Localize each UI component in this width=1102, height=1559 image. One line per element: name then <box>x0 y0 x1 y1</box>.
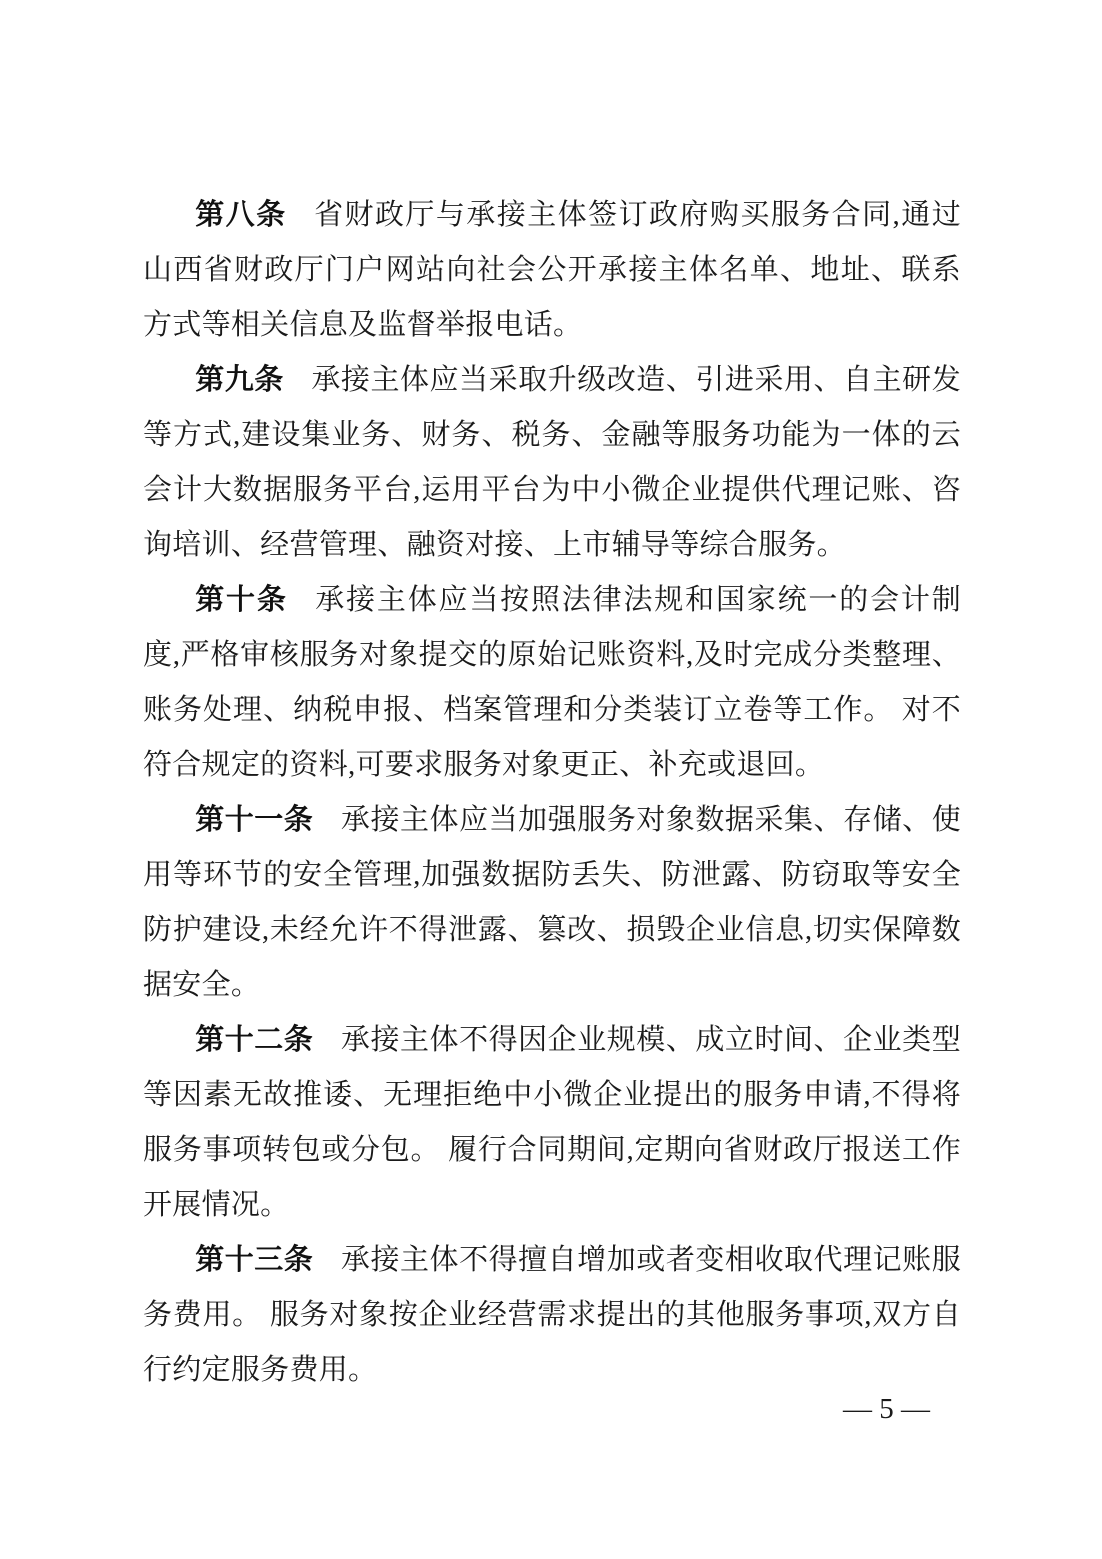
article-8-paragraph <box>143 188 961 353</box>
article-12-paragraph <box>143 1013 961 1233</box>
article-11-text: 承接主体应当加强服务对象数据采集、存储、使用等环节的安全管理,加强数据防丢失、防泄露、防窃取等安全防护建设,未经允许不得泄露、篡改、损毁企业信息,切实保障数据安全。 <box>143 804 961 1001</box>
article-13-text: 承接主体不得擅自增加或者变相收取代理记账服务费用。 服务对象按企业经营需求提出的其他服务事项,双方自行约定服务费用。 <box>143 1244 961 1386</box>
article-11-number: 第十一条 <box>195 804 314 836</box>
article-12-number: 第十二条 <box>195 1024 314 1056</box>
article-10-text: 承接主体应当按照法律法规和国家统一的会计制度,严格审核服务对象提交的原始记账资料,及时完成分类整理、账务处理、纳税申报、档案管理和分类装订立卷等工作。 对不符合规定的资料,可要求服务对象更正、补充或退回。 <box>143 584 962 781</box>
article-11-paragraph <box>143 793 961 1013</box>
article-9-text: 承接主体应当采取升级改造、引进采用、自主研发等方式,建设集业务、财务、税务、金融等服务功能为一体的云会计大数据服务平台,运用平台为中小微企业提供代理记账、咨询培训、经营管理、融资对接、上市辅导等综合服务。 <box>143 364 961 561</box>
article-9-paragraph <box>143 353 961 573</box>
document-body <box>143 188 961 1398</box>
article-8-text: 省财政厅与承接主体签订政府购买服务合同,通过山西省财政厅门户网站向社会公开承接主体名单、地址、联系方式等相关信息及监督举报电话。 <box>143 199 961 341</box>
article-8-number: 第八条 <box>195 199 287 231</box>
article-10-paragraph <box>143 573 961 793</box>
article-12-text: 承接主体不得因企业规模、成立时间、企业类型等因素无故推诿、无理拒绝中小微企业提出的服务申请,不得将服务事项转包或分包。 履行合同期间,定期向省财政厅报送工作开展情况。 <box>143 1024 961 1221</box>
article-10-number: 第十条 <box>195 584 288 616</box>
article-13-paragraph <box>143 1233 961 1398</box>
article-13-number: 第十三条 <box>195 1244 314 1276</box>
article-9-number: 第九条 <box>195 364 284 396</box>
page-number: — 5 — <box>843 1393 930 1425</box>
